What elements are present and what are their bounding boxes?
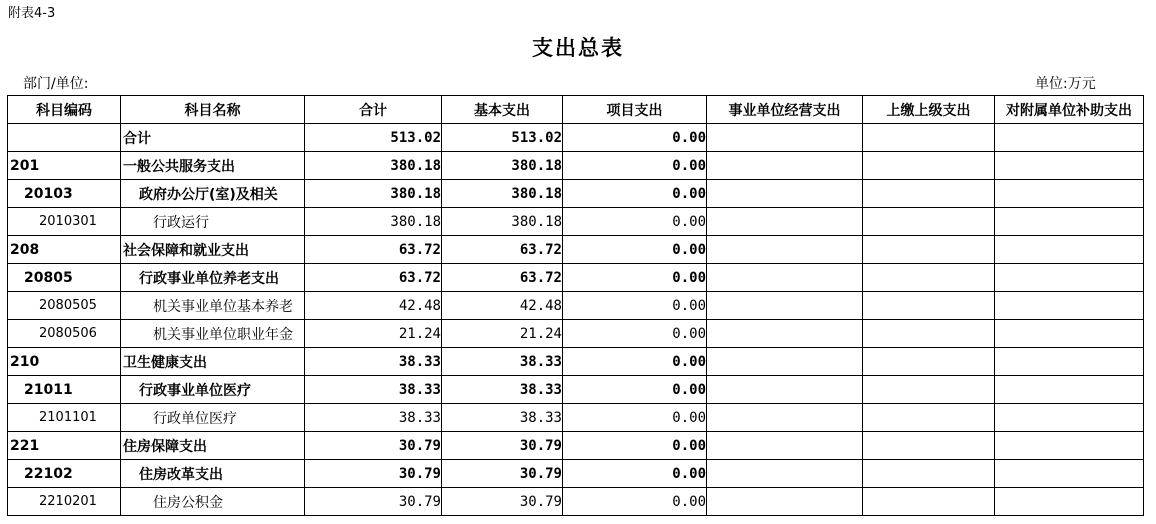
cell-code: 208	[8, 236, 121, 264]
cell-basic: 380.18	[442, 180, 563, 208]
unit-label: 单位:万元	[1035, 76, 1096, 92]
cell-basic: 38.33	[442, 348, 563, 376]
cell-subsidy	[995, 292, 1144, 320]
cell-code: 20103	[8, 180, 121, 208]
table-row	[8, 488, 1144, 516]
cell-business	[707, 152, 863, 180]
cell-code: 2010301	[8, 208, 121, 236]
cell-name: 行政事业单位养老支出	[121, 264, 305, 292]
cell-business	[707, 432, 863, 460]
cell-project: 0.00	[563, 152, 707, 180]
cell-subsidy	[995, 432, 1144, 460]
cell-total: 380.18	[305, 152, 442, 180]
cell-business	[707, 264, 863, 292]
cell-subsidy	[995, 208, 1144, 236]
cell-business	[707, 180, 863, 208]
cell-subsidy	[995, 180, 1144, 208]
table-row	[8, 208, 1144, 236]
cell-code: 201	[8, 152, 121, 180]
cell-code: 20805	[8, 264, 121, 292]
cell-total: 38.33	[305, 348, 442, 376]
cell-code: 22102	[8, 460, 121, 488]
cell-project: 0.00	[563, 124, 707, 152]
cell-project: 0.00	[563, 292, 707, 320]
table-row	[8, 320, 1144, 348]
cell-total: 38.33	[305, 404, 442, 432]
cell-total: 30.79	[305, 488, 442, 516]
col-header-upper: 上缴上级支出	[863, 96, 995, 124]
cell-business	[707, 124, 863, 152]
cell-project: 0.00	[563, 236, 707, 264]
cell-basic: 380.18	[442, 208, 563, 236]
cell-basic: 63.72	[442, 236, 563, 264]
cell-business	[707, 208, 863, 236]
cell-upper	[863, 348, 995, 376]
cell-upper	[863, 152, 995, 180]
cell-total: 38.33	[305, 376, 442, 404]
cell-business	[707, 348, 863, 376]
cell-subsidy	[995, 124, 1144, 152]
cell-project: 0.00	[563, 376, 707, 404]
department-label: 部门/单位:	[23, 76, 89, 92]
table-row	[8, 348, 1144, 376]
table-row	[8, 236, 1144, 264]
table-header-row	[8, 96, 1144, 124]
cell-subsidy	[995, 460, 1144, 488]
cell-basic: 21.24	[442, 320, 563, 348]
cell-project: 0.00	[563, 432, 707, 460]
cell-project: 0.00	[563, 208, 707, 236]
col-header-code: 科目编码	[8, 96, 121, 124]
table-row	[8, 460, 1144, 488]
col-header-basic: 基本支出	[442, 96, 563, 124]
table-body	[8, 124, 1144, 516]
cell-project: 0.00	[563, 180, 707, 208]
cell-project: 0.00	[563, 404, 707, 432]
cell-code: 2210201	[8, 488, 121, 516]
table-row	[8, 404, 1144, 432]
cell-subsidy	[995, 264, 1144, 292]
cell-name: 住房保障支出	[121, 432, 305, 460]
col-header-business: 事业单位经营支出	[707, 96, 863, 124]
cell-project: 0.00	[563, 348, 707, 376]
col-header-total: 合计	[305, 96, 442, 124]
cell-upper	[863, 264, 995, 292]
cell-total: 42.48	[305, 292, 442, 320]
cell-subsidy	[995, 488, 1144, 516]
cell-business	[707, 376, 863, 404]
cell-subsidy	[995, 348, 1144, 376]
cell-total: 380.18	[305, 208, 442, 236]
attachment-label: 附表4-3	[8, 6, 56, 21]
table-row	[8, 376, 1144, 404]
cell-subsidy	[995, 376, 1144, 404]
cell-basic: 42.48	[442, 292, 563, 320]
cell-code: 210	[8, 348, 121, 376]
col-header-subsidy: 对附属单位补助支出	[995, 96, 1144, 124]
cell-name: 行政运行	[121, 208, 305, 236]
cell-basic: 38.33	[442, 404, 563, 432]
table-row	[8, 124, 1144, 152]
cell-project: 0.00	[563, 320, 707, 348]
table-row	[8, 432, 1144, 460]
cell-business	[707, 236, 863, 264]
cell-business	[707, 320, 863, 348]
cell-business	[707, 404, 863, 432]
cell-name: 机关事业单位基本养老	[121, 292, 305, 320]
cell-upper	[863, 320, 995, 348]
cell-project: 0.00	[563, 488, 707, 516]
cell-basic: 63.72	[442, 264, 563, 292]
cell-subsidy	[995, 152, 1144, 180]
col-header-project: 项目支出	[563, 96, 707, 124]
cell-code: 2080506	[8, 320, 121, 348]
cell-name: 一般公共服务支出	[121, 152, 305, 180]
cell-name: 机关事业单位职业年金	[121, 320, 305, 348]
cell-code: 2101101	[8, 404, 121, 432]
cell-project: 0.00	[563, 460, 707, 488]
cell-upper	[863, 432, 995, 460]
cell-subsidy	[995, 404, 1144, 432]
cell-upper	[863, 460, 995, 488]
table-row	[8, 264, 1144, 292]
cell-business	[707, 488, 863, 516]
cell-basic: 513.02	[442, 124, 563, 152]
cell-basic: 30.79	[442, 432, 563, 460]
cell-upper	[863, 292, 995, 320]
table-row	[8, 180, 1144, 208]
cell-basic: 30.79	[442, 488, 563, 516]
cell-total: 63.72	[305, 236, 442, 264]
cell-name: 行政单位医疗	[121, 404, 305, 432]
cell-basic: 380.18	[442, 152, 563, 180]
cell-basic: 30.79	[442, 460, 563, 488]
cell-total: 380.18	[305, 180, 442, 208]
cell-name: 卫生健康支出	[121, 348, 305, 376]
cell-total: 30.79	[305, 432, 442, 460]
cell-code: 2080505	[8, 292, 121, 320]
cell-business	[707, 292, 863, 320]
cell-upper	[863, 124, 995, 152]
cell-upper	[863, 236, 995, 264]
cell-basic: 38.33	[442, 376, 563, 404]
cell-name: 社会保障和就业支出	[121, 236, 305, 264]
cell-project: 0.00	[563, 264, 707, 292]
table-row	[8, 292, 1144, 320]
cell-upper	[863, 488, 995, 516]
cell-subsidy	[995, 320, 1144, 348]
cell-total: 513.02	[305, 124, 442, 152]
page-title: 支出总表	[532, 36, 624, 60]
col-header-name: 科目名称	[121, 96, 305, 124]
cell-upper	[863, 376, 995, 404]
cell-name: 行政事业单位医疗	[121, 376, 305, 404]
cell-code: 21011	[8, 376, 121, 404]
cell-upper	[863, 208, 995, 236]
expenditure-table	[7, 95, 1144, 516]
cell-total: 63.72	[305, 264, 442, 292]
cell-business	[707, 460, 863, 488]
cell-name: 合计	[121, 124, 305, 152]
cell-total: 30.79	[305, 460, 442, 488]
cell-code	[8, 124, 121, 152]
cell-name: 政府办公厅(室)及相关	[121, 180, 305, 208]
table-row	[8, 152, 1144, 180]
cell-name: 住房公积金	[121, 488, 305, 516]
cell-upper	[863, 180, 995, 208]
cell-total: 21.24	[305, 320, 442, 348]
cell-name: 住房改革支出	[121, 460, 305, 488]
cell-subsidy	[995, 236, 1144, 264]
cell-upper	[863, 404, 995, 432]
cell-code: 221	[8, 432, 121, 460]
